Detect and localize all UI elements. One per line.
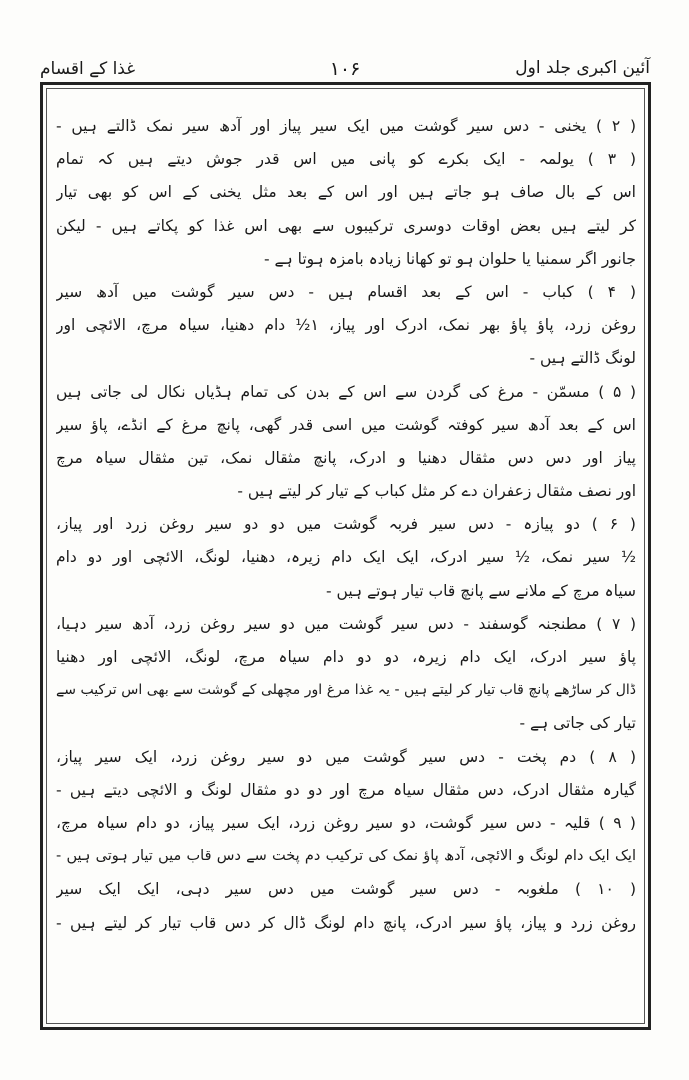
text-line: سیاہ مرچ کے ملانے سے پانچ قاب تیار ہوتے ہیں - [326, 581, 636, 600]
text-line: روغن زرد، پاؤ پاؤ بھر نمک، ادرک اور پیاز، ۱½ دام دھنیا، سیاہ مرچ، الائچی اور [56, 316, 636, 335]
book-title: آئین اکبری جلد اول [515, 58, 650, 78]
text-line: پاؤ سیر ادرک، ایک دام زیرہ، دو دو دام سیاہ مرچ، لونگ، الائچی اور دھنیا [56, 648, 636, 666]
text-line: ½ سیر نمک، ½ سیر ادرک، ایک ایک دام زیرہ، دھنیا، لونگ، الائچی اور دو دام [56, 548, 636, 567]
text-line: ( ۸ ) دم پخت - دس سیر گوشت میں دو سیر روغن زرد، ایک سیر پیاز، [56, 747, 636, 766]
text-line: ( ۶ ) دو پیازہ - دس سیر فربہ گوشت میں دو دو سیر روغن زرد اور پیاز، [56, 515, 636, 534]
text-line: ( ۳ ) یولمہ - ایک بکرے کو پانی میں اس قدر جوش دیتے ہیں کہ تمام [56, 150, 636, 169]
text-line: جانور اگر سمنیا یا حلوان ہو تو کھانا زیادہ بامزہ ہوتا ہے - [264, 249, 636, 268]
text-line: روغن زرد و پیاز، پاؤ سیر ادرک، پانچ دام لونگ ڈال کر دس قاب تیار کر لیتے ہیں - [56, 913, 636, 932]
text-line: تیار کی جاتی ہے - [519, 714, 636, 733]
text-line: ( ۴ ) کباب - اس کے بعد اقسام ہیں - دس سیر گوشت میں آدھ سیر [56, 282, 636, 301]
body-text [56, 110, 636, 940]
text-line: اور نصف مثقال زعفران دے کر مثل کباب کے تیار کر لیتے ہیں - [237, 482, 636, 501]
text-line: لونگ ڈالتے ہیں - [529, 349, 636, 368]
text-line: پیاز اور دس دس مثقال دھنیا و ادرک، پانچ مثقال نمک، تین مثقال سیاہ مرچ [56, 448, 636, 467]
text-line: اس کے بعد آدھ سیر کوفتہ گوشت میں اسی قدر گھی، پانچ مرغ کے انڈے، پاؤ سیر [56, 415, 636, 434]
text-line: ( ۱۰ ) ملغوبہ - دس سیر گوشت میں دس سیر دہی، ایک ایک سیر [56, 880, 636, 899]
text-line: ( ۷ ) مطنجنہ گوسفند - دس سیر گوشت میں دو سیر روغن زرد، آدھ سیر دہیا، [56, 614, 636, 633]
section-title: غذا کے اقسام [40, 59, 136, 79]
text-line: گیارہ مثقال ادرک، دس مثقال سیاہ مرچ اور دو دو مثقال لونگ و الائچی دیتے ہیں - [56, 780, 636, 799]
text-line: ( ۲ ) یخنی - دس سیر گوشت میں ایک سیر پیاز اور آدھ سیر نمک ڈالتے ہیں - [56, 117, 636, 135]
text-line: ایک ایک دام لونگ و الائچی، آدھ پاؤ نمک کی ترکیب دم پخت سے دس قاب میں تیار ہوتی ہیں - [56, 848, 636, 865]
text-line: ڈال کر ساڑھے پانچ قاب تیار کر لیتے ہیں - یہ غذا مرغ اور مچھلی کے گوشت سے بھی اس ترکیب سے [56, 682, 636, 699]
text-line: ( ۵ ) مسمّن - مرغ کی گردن سے اس کے بدن کی تمام ہڈیاں نکال لی جاتی ہیں [56, 382, 636, 401]
text-line: اس کے بال صاف ہو جاتے ہیں اور اس کے بعد مثل یخنی کے اس کو بھی تیار [56, 183, 636, 202]
text-line: ( ۹ ) قلیہ - دس سیر گوشت، دو سیر روغن زرد، ایک سیر پیاز، دو دام سیاہ مرچ، [56, 813, 636, 832]
page-number: ۱۰۶ [329, 58, 361, 80]
text-line: کر لیتے ہیں بعض اوقات دوسری ترکیبوں سے بھی اس غذا کو پکاتے ہیں - لیکن [56, 216, 636, 235]
